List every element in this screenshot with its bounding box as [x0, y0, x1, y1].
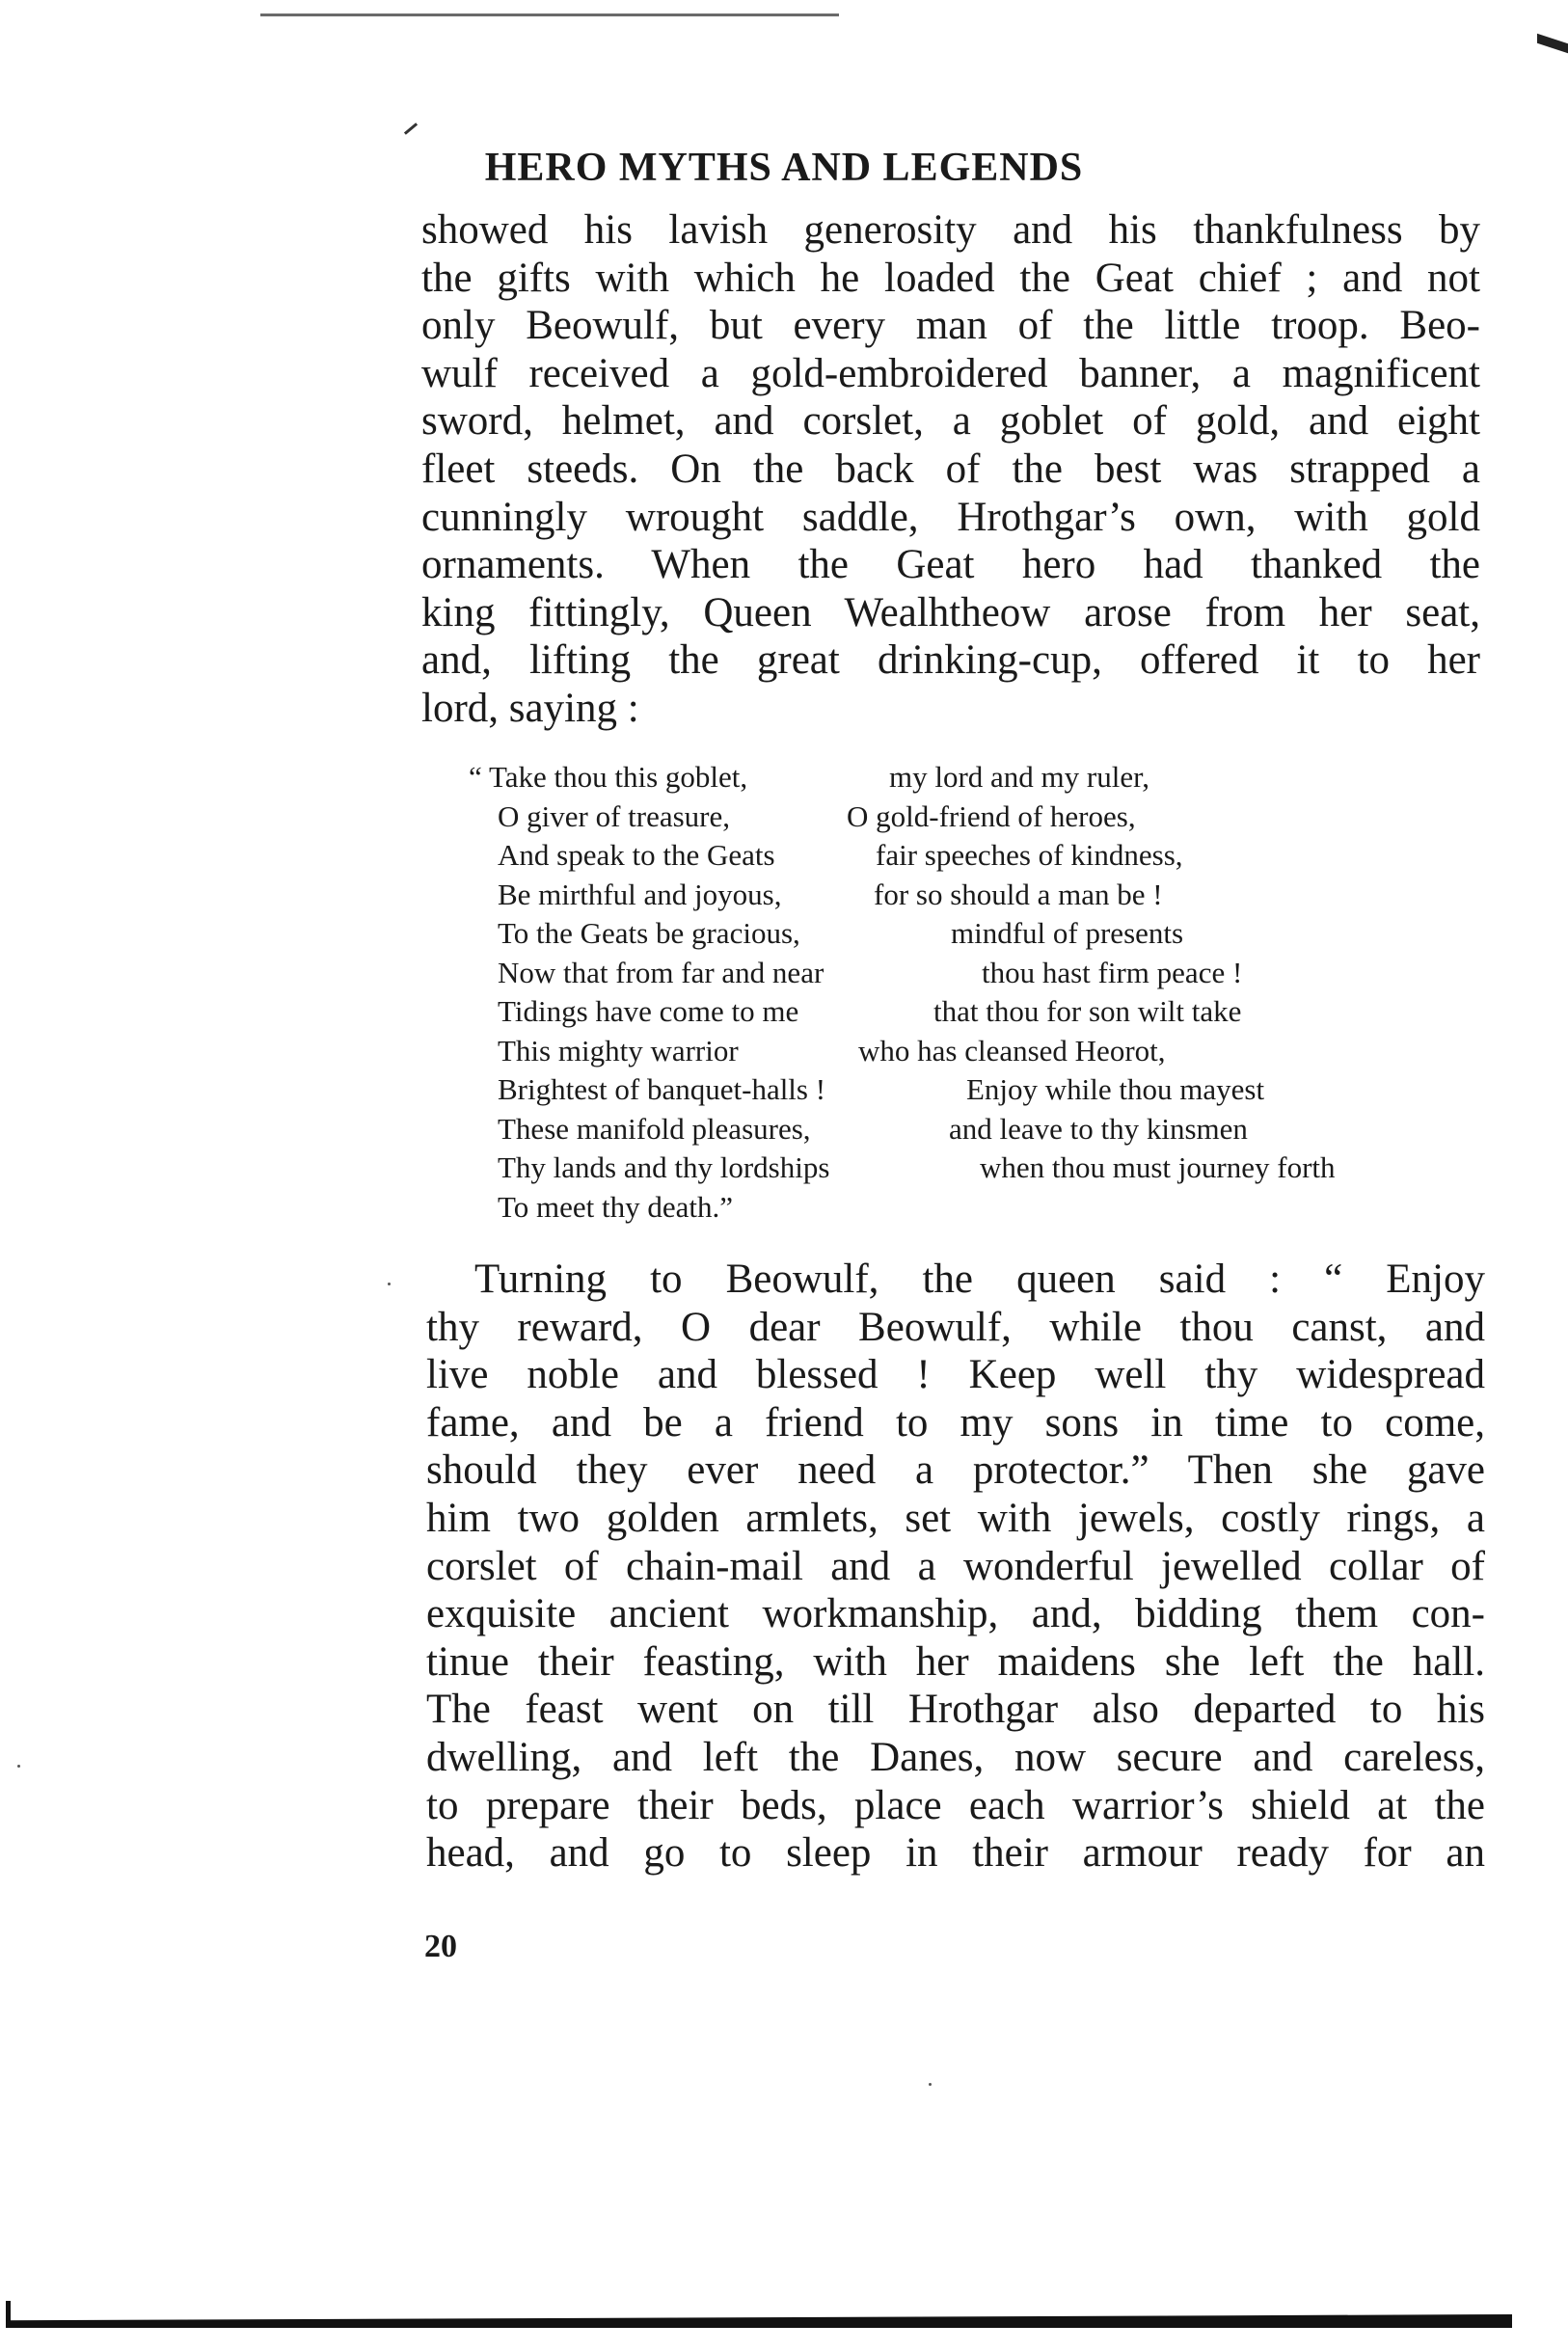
verse-first-half: “ Take thou this goblet, [469, 760, 748, 794]
verse-first-half: To meet thy death.” [498, 1189, 734, 1224]
text-line: corslet of chain-mail and a wonderful jewelled collar of [426, 1543, 1485, 1589]
text-line: only Beowulf, but every man of the little troop. Beo- [421, 303, 1480, 349]
running-head: HERO MYTHS AND LEGENDS [484, 146, 1084, 190]
text-line: dwelling, and left the Danes, now secure and careless, [426, 1734, 1485, 1780]
text-line: should they ever need a protector.” Then she gave [426, 1447, 1485, 1494]
top-rule [260, 14, 839, 16]
paragraph-1 [421, 206, 1480, 733]
text-line: fame, and be a friend to my sons in time to come, [426, 1399, 1485, 1446]
text-line: and, lifting the great drinking-cup, offered it to her [421, 637, 1480, 684]
margin-speck [17, 1765, 20, 1768]
text-line: him two golden armlets, set with jewels, costly rings, a [426, 1495, 1485, 1541]
verse-second-half: O gold-friend of heroes, [847, 798, 1136, 833]
margin-speck [929, 2083, 932, 2086]
verse-second-half: when thou must journey forth [980, 1150, 1336, 1184]
paragraph-2 [426, 1256, 1485, 1878]
bottom-rule [6, 2314, 1512, 2328]
text-line: Turning to Beowulf, the queen said : “ Enjoy [474, 1257, 1485, 1302]
text-line: showed his lavish generosity and his thankfulness by [421, 207, 1480, 253]
verse-second-half: fair speeches of kindness, [876, 838, 1183, 872]
margin-speck [388, 1283, 391, 1285]
verse-second-half: Enjoy while thou mayest [966, 1072, 1265, 1106]
verse-first-half: Tidings have come to me [498, 994, 799, 1028]
text-line: fleet steeds. On the back of the best was strapped a [421, 446, 1480, 492]
page-number: 20 [424, 1929, 457, 1964]
verse-first-half: These manifold pleasures, [498, 1111, 811, 1146]
text-line: wulf received a gold-embroidered banner, a magnificent [421, 350, 1480, 396]
text-line: king fittingly, Queen Wealhtheow arose from her seat, [421, 589, 1480, 635]
text-line: ornaments. When the Geat hero had thanked the [421, 542, 1480, 588]
verse-second-half: for so should a man be ! [874, 877, 1163, 911]
text-line: exquisite ancient workmanship, and, bidding them con- [426, 1591, 1485, 1637]
verse-first-half: Be mirthful and joyous, [498, 877, 782, 911]
text-line: head, and go to sleep in their armour ready for an [426, 1830, 1485, 1877]
verse-second-half: mindful of presents [951, 916, 1184, 950]
verse-first-half: O giver of treasure, [498, 798, 731, 833]
verse-second-half: who has cleansed Heorot, [858, 1033, 1166, 1067]
tick-mark [404, 122, 418, 135]
text-line: thy reward, O dear Beowulf, while thou canst, and [426, 1304, 1485, 1350]
verse-first-half: Brightest of banquet-halls ! [498, 1072, 826, 1106]
verse-second-half: my lord and my ruler, [889, 760, 1149, 794]
verse-second-half: and leave to thy kinsmen [949, 1111, 1248, 1146]
text-line: tinue their feasting, with her maidens she left the hall. [426, 1638, 1485, 1685]
verse-first-half: Thy lands and thy lordships [498, 1150, 830, 1184]
text-line: sword, helmet, and corslet, a goblet of gold, and eight [421, 398, 1480, 445]
verse-second-half: thou hast firm peace ! [982, 955, 1243, 989]
verse-first-half: To the Geats be gracious, [498, 916, 800, 950]
corner-mark [1537, 34, 1568, 53]
text-line: lord, saying : [421, 685, 639, 731]
text-line: cunningly wrought saddle, Hrothgar’s own, with gold [421, 494, 1480, 540]
text-line: live noble and blessed ! Keep well thy widespread [426, 1352, 1485, 1398]
verse-first-half: This mighty warrior [498, 1033, 739, 1067]
verse-first-half: Now that from far and near [498, 955, 825, 989]
text-line: the gifts with which he loaded the Geat chief ; and not [421, 255, 1480, 301]
text-line: The feast went on till Hrothgar also departed to his [426, 1687, 1485, 1733]
verse-first-half: And speak to the Geats [498, 838, 775, 872]
verse-second-half: that thou for son wilt take [933, 994, 1242, 1028]
text-line: to prepare their beds, place each warrior’s shield at the [426, 1782, 1485, 1828]
